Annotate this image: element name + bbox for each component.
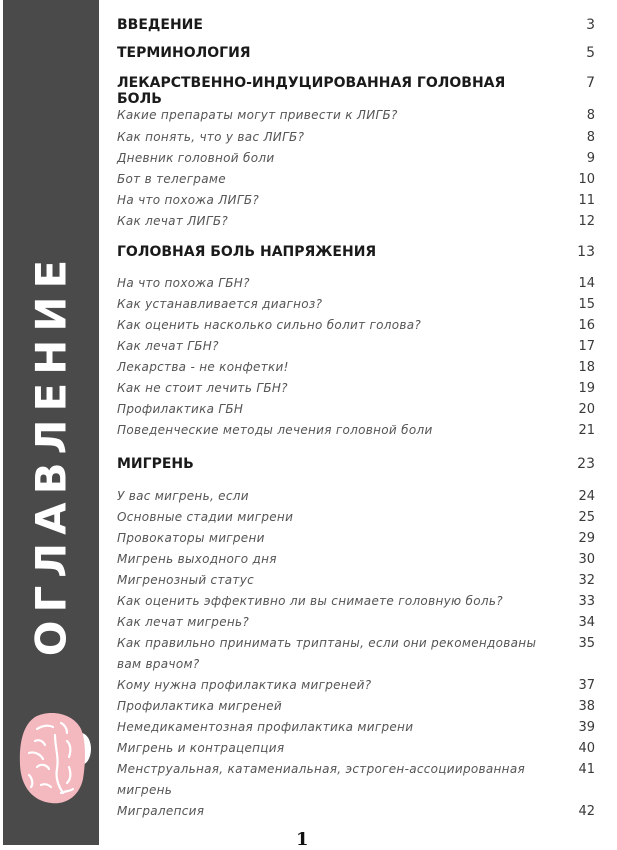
sidebar-title: ОГЛАВЛЕНИЕ bbox=[26, 251, 76, 657]
brain-icon bbox=[15, 707, 95, 807]
toc-entry-page: 42 bbox=[578, 804, 595, 819]
toc-entry[interactable] bbox=[117, 399, 595, 420]
toc-section[interactable] bbox=[117, 244, 595, 260]
toc-entry-page: 17 bbox=[578, 339, 595, 354]
toc-entry-title: Профилактика ГБН bbox=[117, 402, 244, 416]
toc-entry[interactable] bbox=[117, 127, 595, 148]
toc-entry-title: Профилактика мигреней bbox=[117, 699, 283, 713]
toc-entry-title: Какие препараты могут привести к ЛИГБ? bbox=[117, 108, 398, 122]
toc-entry[interactable] bbox=[117, 528, 595, 549]
toc-entry-title: ТЕРМИНОЛОГИЯ bbox=[117, 45, 251, 61]
toc-entry-title: Поведенческие методы лечения головной боли bbox=[117, 423, 433, 437]
toc-entry-title: У вас мигрень, если bbox=[117, 489, 249, 503]
toc-entry-page: 5 bbox=[586, 45, 595, 61]
toc-entry[interactable] bbox=[117, 507, 595, 528]
toc-entry[interactable] bbox=[117, 486, 595, 507]
toc-entry-page: 37 bbox=[578, 678, 595, 693]
toc-entry-title: Менструальная, катамениальная, эстроген-ассоциированная мигрень bbox=[117, 762, 525, 797]
toc-entry[interactable] bbox=[117, 801, 595, 822]
toc-entry-page: 3 bbox=[586, 17, 595, 33]
toc-entry-page: 13 bbox=[577, 244, 595, 260]
toc-entry-title: Как лечат ЛИГБ? bbox=[117, 214, 229, 228]
toc-entry-page: 11 bbox=[578, 193, 595, 208]
toc-entry-title: Лекарства - не конфетки! bbox=[117, 360, 289, 374]
toc-entry-title: Как оценить насколько сильно болит голова? bbox=[117, 318, 422, 332]
toc-entry-page: 8 bbox=[586, 130, 595, 145]
toc-entry[interactable] bbox=[117, 717, 595, 738]
toc-entry-title: Провокаторы мигрени bbox=[117, 531, 265, 545]
toc-entry-title: Основные стадии мигрени bbox=[117, 510, 294, 524]
toc-entry-title: Мигралепсия bbox=[117, 804, 205, 818]
toc-entry-title: Бот в телеграме bbox=[117, 172, 226, 186]
toc-entry[interactable] bbox=[117, 294, 595, 315]
toc-entry[interactable] bbox=[117, 696, 595, 717]
toc-entry-title: Мигрень и контрацепция bbox=[117, 741, 285, 755]
toc-entry-title: Как не стоит лечить ГБН? bbox=[117, 381, 288, 395]
page-number: 1 bbox=[296, 829, 309, 850]
toc-entry-page: 20 bbox=[578, 402, 595, 417]
toc-entry[interactable] bbox=[117, 612, 595, 633]
toc-entry-title: Кому нужна профилактика мигреней? bbox=[117, 678, 372, 692]
toc-entry-page: 18 bbox=[578, 360, 595, 375]
toc-entry-title: Как оценить эффективно ли вы снимаете головную боль? bbox=[117, 594, 503, 608]
toc-entry-page: 10 bbox=[578, 172, 595, 187]
toc-entry-page: 35 bbox=[578, 636, 595, 651]
toc-entry-page: 41 bbox=[578, 762, 595, 777]
toc-section[interactable] bbox=[117, 17, 595, 33]
toc-entry[interactable] bbox=[117, 169, 595, 190]
toc-entry-title: На что похожа ГБН? bbox=[117, 276, 250, 290]
toc-entry-title: Как лечат ГБН? bbox=[117, 339, 219, 353]
toc-entry-title: Мигренозный статус bbox=[117, 573, 254, 587]
toc-entry-title: Как понять, что у вас ЛИГБ? bbox=[117, 130, 305, 144]
toc-entry[interactable] bbox=[117, 105, 595, 126]
toc-entry[interactable] bbox=[117, 190, 595, 211]
toc-entry-page: 39 bbox=[578, 720, 595, 735]
toc-entry-page: 24 bbox=[578, 489, 595, 504]
toc-entry-page: 29 bbox=[578, 531, 595, 546]
toc-entry-page: 38 bbox=[578, 699, 595, 714]
toc-entry[interactable] bbox=[117, 315, 595, 336]
toc-entry-page: 9 bbox=[586, 151, 595, 166]
toc-entry[interactable] bbox=[117, 378, 595, 399]
toc-entry-page: 34 bbox=[578, 615, 595, 630]
toc-entry-title: Как лечат мигрень? bbox=[117, 615, 250, 629]
toc-section[interactable] bbox=[117, 456, 595, 472]
toc-entry[interactable] bbox=[117, 591, 595, 612]
toc-entry[interactable] bbox=[117, 675, 595, 696]
toc-section[interactable] bbox=[117, 45, 595, 61]
toc-entry-page: 16 bbox=[578, 318, 595, 333]
toc-entry-page: 8 bbox=[586, 108, 595, 123]
toc-entry[interactable] bbox=[117, 570, 595, 591]
toc-entry-page: 7 bbox=[586, 75, 595, 91]
toc-entry-page: 23 bbox=[577, 456, 595, 472]
toc-entry-page: 30 bbox=[578, 552, 595, 567]
toc-entry-page: 14 bbox=[578, 276, 595, 291]
toc-entry-title: Как устанавливается диагноз? bbox=[117, 297, 323, 311]
toc-entry-title: ГОЛОВНАЯ БОЛЬ НАПРЯЖЕНИЯ bbox=[117, 244, 377, 260]
toc-entry[interactable] bbox=[117, 738, 595, 759]
toc-entry-page: 12 bbox=[578, 214, 595, 229]
toc-section[interactable] bbox=[117, 75, 595, 107]
toc-entry-title: МИГРЕНЬ bbox=[117, 456, 194, 472]
toc-entry[interactable] bbox=[117, 211, 595, 232]
toc-entry[interactable] bbox=[117, 273, 595, 294]
toc-entry-title: Как правильно принимать триптаны, если они рекомендованы вам врачом? bbox=[117, 636, 537, 671]
toc-entry-page: 19 bbox=[578, 381, 595, 396]
toc-entry[interactable] bbox=[117, 357, 595, 378]
toc-entry-title: Мигрень выходного дня bbox=[117, 552, 277, 566]
toc-entry[interactable] bbox=[117, 420, 595, 441]
toc-entry-page: 33 bbox=[578, 594, 595, 609]
toc-entry-title: Немедикаментозная профилактика мигрени bbox=[117, 720, 414, 734]
toc-entry-page: 32 bbox=[578, 573, 595, 588]
toc-entry-title: Дневник головной боли bbox=[117, 151, 275, 165]
toc-entry-page: 40 bbox=[578, 741, 595, 756]
toc-entry-title: На что похожа ЛИГБ? bbox=[117, 193, 260, 207]
toc-entry-page: 25 bbox=[578, 510, 595, 525]
toc-entry-page: 21 bbox=[578, 423, 595, 438]
sidebar bbox=[3, 0, 99, 845]
toc-entry[interactable] bbox=[117, 759, 595, 801]
toc-entry[interactable] bbox=[117, 148, 595, 169]
toc-entry[interactable] bbox=[117, 336, 595, 357]
toc-entry[interactable] bbox=[117, 549, 595, 570]
toc-entry-title: ВВЕДЕНИЕ bbox=[117, 17, 203, 33]
toc-entry[interactable] bbox=[117, 633, 595, 675]
toc-entry-page: 15 bbox=[578, 297, 595, 312]
toc-entry-title: ЛЕКАРСТВЕННО-ИНДУЦИРОВАННАЯ ГОЛОВНАЯ БОЛЬ bbox=[117, 75, 506, 107]
